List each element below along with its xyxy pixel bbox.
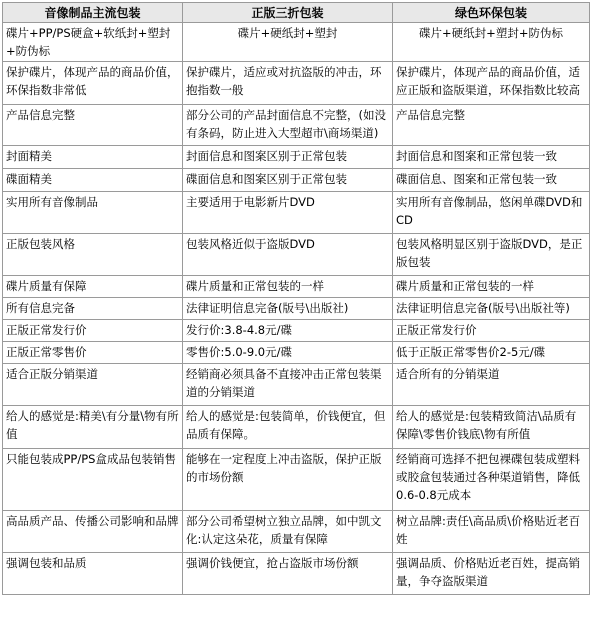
table-row (3, 342, 590, 364)
cell-mainstream: 只能包装成PP/PS盒成品包装销售 (3, 449, 183, 511)
table-row (3, 62, 590, 105)
table-row (3, 192, 590, 234)
cell-mainstream: 强调包装和品质 (3, 553, 183, 595)
table-row (3, 449, 590, 511)
cell-trifold: 保护碟片，适应或对抗盗版的冲击，环抱指数一般 (183, 62, 393, 105)
table-row (3, 406, 590, 449)
cell-mainstream: 碟片质量有保障 (3, 276, 183, 298)
table-row (3, 23, 590, 62)
cell-trifold: 零售价:5.0-9.0元/碟 (183, 342, 393, 364)
cell-green: 碟片+硬纸封+塑封+防伪标 (393, 23, 590, 62)
cell-green: 碟面信息、图案和正常包装一致 (393, 169, 590, 192)
header-row (3, 3, 590, 23)
cell-trifold: 强调价钱便宜，抢占盗版市场份额 (183, 553, 393, 595)
cell-trifold: 经销商必须具备不直接冲击正常包装渠道的分销渠道 (183, 364, 393, 406)
table-row (3, 553, 590, 595)
cell-green: 法律证明信息完备(版号\出版社等) (393, 298, 590, 320)
cell-mainstream: 碟片+PP/PS硬盒+软纸封+塑封+防伪标 (3, 23, 183, 62)
cell-trifold: 部分公司的产品封面信息不完整，(如没有条码，防止进入大型超市\商场渠道) (183, 105, 393, 146)
table-row (3, 320, 590, 342)
cell-trifold: 碟面信息和图案区别于正常包装 (183, 169, 393, 192)
cell-green: 低于正版正常零售价2-5元/碟 (393, 342, 590, 364)
table-row (3, 298, 590, 320)
cell-mainstream: 正版正常零售价 (3, 342, 183, 364)
cell-green: 产品信息完整 (393, 105, 590, 146)
cell-mainstream: 正版正常发行价 (3, 320, 183, 342)
cell-mainstream: 碟面精美 (3, 169, 183, 192)
table-row (3, 511, 590, 553)
cell-green: 保护碟片，体现产品的商品价值，适应正版和盗版渠道，环保指数比较高 (393, 62, 590, 105)
cell-green: 给人的感觉是:包装精致简洁\品质有保障\零售价钱底\物有所值 (393, 406, 590, 449)
table-row (3, 234, 590, 276)
table-row (3, 105, 590, 146)
header-mainstream-packaging: 音像制品主流包装 (3, 3, 183, 23)
cell-trifold: 法律证明信息完备(版号\出版社) (183, 298, 393, 320)
cell-mainstream: 给人的感觉是:精美\有分量\物有所值 (3, 406, 183, 449)
cell-mainstream: 适合正版分销渠道 (3, 364, 183, 406)
cell-green: 经销商可选择不把包裸碟包装成塑料或胶盒包装通过各种渠道销售，降低0.6-0.8元成本 (393, 449, 590, 511)
cell-trifold: 包装风格近似于盗版DVD (183, 234, 393, 276)
cell-mainstream: 高品质产品、传播公司影响和品牌 (3, 511, 183, 553)
cell-green: 适合所有的分销渠道 (393, 364, 590, 406)
cell-trifold: 封面信息和图案区别于正常包装 (183, 146, 393, 169)
cell-green: 包装风格明显区别于盗版DVD，是正版包装 (393, 234, 590, 276)
cell-mainstream: 封面精美 (3, 146, 183, 169)
table-row (3, 364, 590, 406)
header-green-packaging: 绿色环保包装 (393, 3, 590, 23)
cell-trifold: 能够在一定程度上冲击盗版，保护正版的市场份额 (183, 449, 393, 511)
cell-green: 封面信息和图案和正常包装一致 (393, 146, 590, 169)
cell-mainstream: 所有信息完备 (3, 298, 183, 320)
cell-green: 强调品质、价格贴近老百姓，提高销量，争夺盗版渠道 (393, 553, 590, 595)
cell-green: 碟片质量和正常包装的一样 (393, 276, 590, 298)
cell-trifold: 发行价:3.8-4.8元/碟 (183, 320, 393, 342)
cell-green: 正版正常发行价 (393, 320, 590, 342)
table-row (3, 276, 590, 298)
cell-trifold: 碟片+硬纸封+塑封 (183, 23, 393, 62)
cell-trifold: 给人的感觉是:包装简单，价钱便宜，但品质有保障。 (183, 406, 393, 449)
cell-green: 树立品牌:责任\高品质\价格贴近老百姓 (393, 511, 590, 553)
cell-trifold: 主要适用于电影新片DVD (183, 192, 393, 234)
cell-mainstream: 产品信息完整 (3, 105, 183, 146)
table-row (3, 169, 590, 192)
cell-green: 实用所有音像制品，悠闲单碟DVD和CD (393, 192, 590, 234)
comparison-table (2, 2, 590, 595)
cell-trifold: 碟片质量和正常包装的一样 (183, 276, 393, 298)
cell-mainstream: 正版包装风格 (3, 234, 183, 276)
header-trifold-packaging: 正版三折包装 (183, 3, 393, 23)
cell-mainstream: 保护碟片，体现产品的商品价值，环保指数非常低 (3, 62, 183, 105)
cell-mainstream: 实用所有音像制品 (3, 192, 183, 234)
cell-trifold: 部分公司希望树立独立品牌，如中凯文化:认定这朵花，质量有保障 (183, 511, 393, 553)
table-row (3, 146, 590, 169)
